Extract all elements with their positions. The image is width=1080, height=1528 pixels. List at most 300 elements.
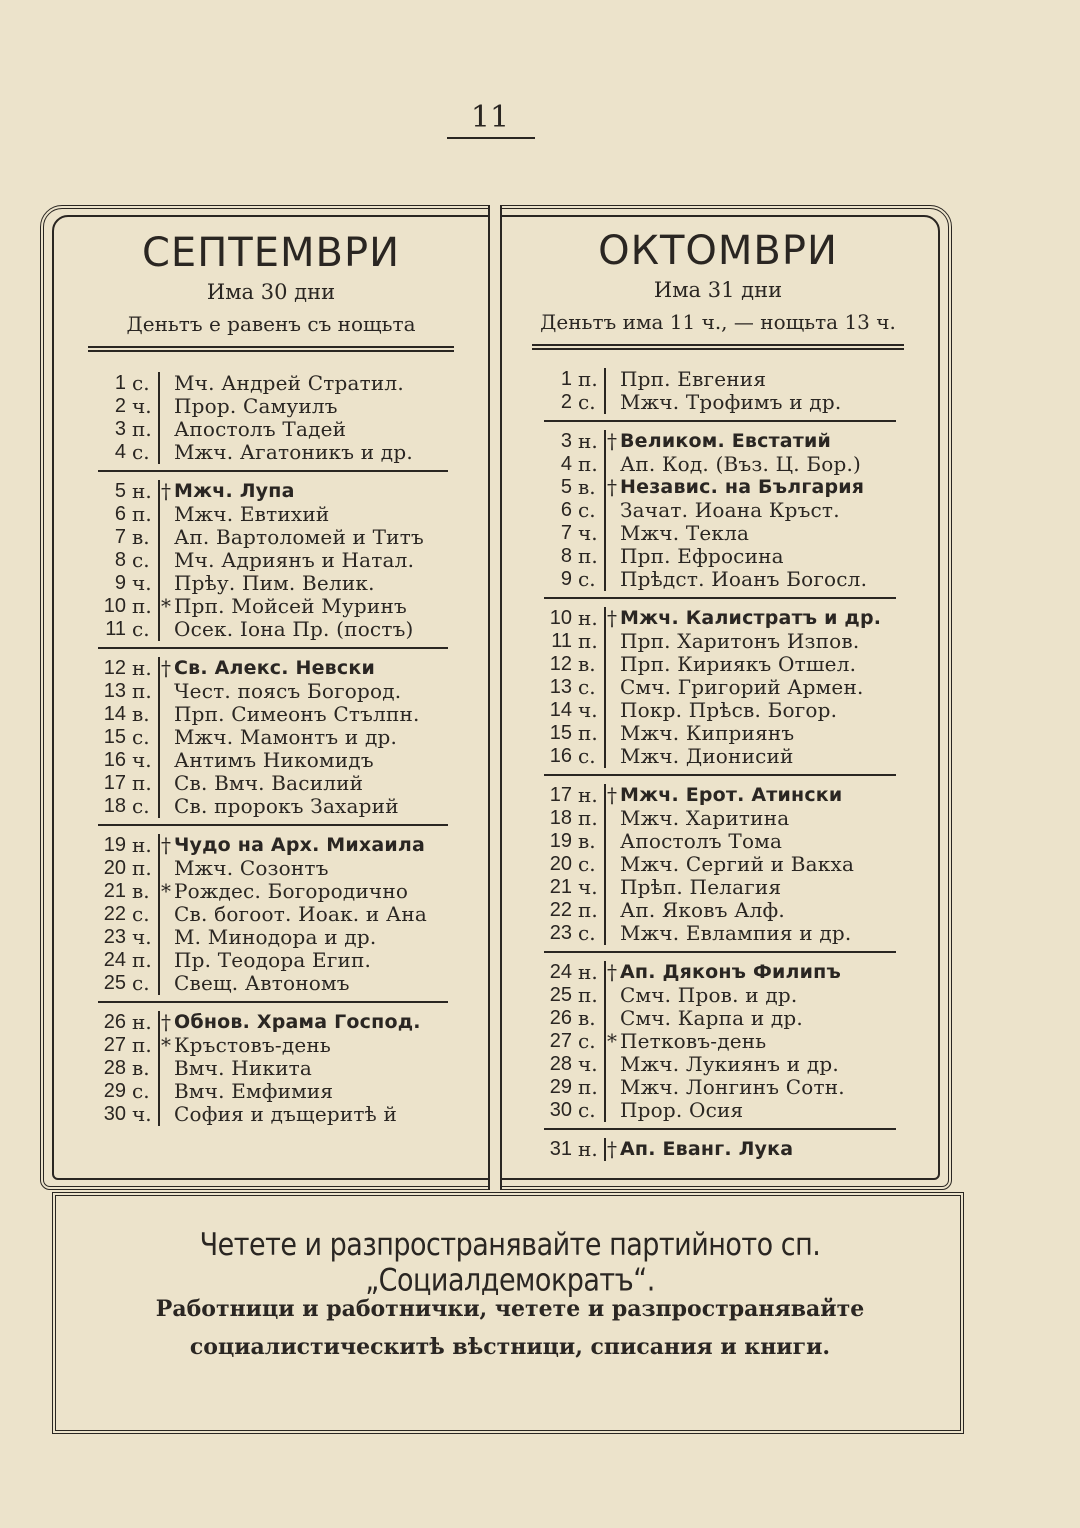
day-number: 11 (105, 618, 126, 640)
day-row (98, 441, 448, 464)
feast-mark (606, 1076, 618, 1099)
day-number: 15 (103, 726, 126, 748)
day-row (98, 480, 448, 503)
day-row (544, 722, 896, 745)
day-number: 2 (560, 391, 572, 413)
day-row (544, 676, 896, 699)
saint-name: Св. пророкъ Захарий (174, 794, 399, 818)
day-row (544, 453, 896, 476)
september-header-rule (88, 346, 454, 352)
weekday: с. (128, 372, 160, 395)
day-row (98, 857, 448, 880)
day-row (98, 1057, 448, 1080)
saint-name: Независ. на България (620, 476, 865, 498)
weekday: п. (574, 722, 606, 745)
saint-name: Прѣдст. Иоанъ Богосл. (620, 567, 868, 591)
feast-mark (160, 903, 172, 926)
day-number: 16 (103, 749, 126, 771)
day-row (544, 630, 896, 653)
saint-name: Мжч. Лупа (174, 480, 295, 502)
saint-name: Покр. Прѣсв. Богор. (620, 698, 838, 722)
saint-name: Мжч. Мамонтъ и др. (174, 725, 398, 749)
day-row (544, 1099, 896, 1122)
saint-name: Прѣп. Пелагия (620, 875, 782, 899)
day-number: 18 (549, 807, 572, 829)
saint-name: Прп. Мойсей Муринъ (174, 594, 407, 618)
feast-mark (606, 1007, 618, 1030)
feast-mark: † (161, 1010, 171, 1034)
day-row (98, 1034, 448, 1057)
october-days-list (544, 368, 896, 1161)
day-row (544, 368, 896, 391)
week-block (544, 1138, 896, 1161)
day-row (98, 834, 448, 857)
day-row (98, 903, 448, 926)
day-row (544, 899, 896, 922)
day-number: 9 (114, 572, 126, 594)
day-row (98, 926, 448, 949)
day-number: 13 (103, 680, 126, 702)
day-number: 2 (114, 395, 126, 417)
weekday: ч. (574, 522, 606, 545)
day-row (544, 391, 896, 414)
feast-mark (606, 391, 618, 414)
day-row (544, 853, 896, 876)
weekday: п. (574, 368, 606, 391)
weekday: н. (128, 834, 160, 857)
feast-mark (160, 1057, 172, 1080)
feast-mark (606, 368, 618, 391)
feast-mark (606, 630, 618, 653)
day-row (98, 372, 448, 395)
week-separator (98, 647, 448, 649)
day-row (544, 1007, 896, 1030)
feast-mark: * (161, 879, 171, 903)
feast-mark: † (161, 479, 171, 503)
weekday: п. (128, 418, 160, 441)
feast-mark: * (161, 594, 171, 618)
weekday: в. (128, 1057, 160, 1080)
feast-mark: † (607, 1137, 617, 1161)
weekday: п. (128, 1034, 160, 1057)
saint-name: Ап. Вартоломей и Титъ (174, 525, 424, 549)
feast-mark: † (161, 833, 171, 857)
saint-name: Апостолъ Тадей (174, 417, 347, 441)
day-number: 20 (549, 853, 572, 875)
saint-name: Прп. Кириякъ Отшел. (620, 652, 857, 676)
saint-name: Вмч. Никита (174, 1056, 312, 1080)
day-row (98, 595, 448, 618)
saint-name: Св. богоот. Иоак. и Ана (174, 902, 428, 926)
feast-mark: * (161, 1033, 171, 1057)
advertisement-headline: Четете и разпространявайте партийното сп. „Социалдемократъ“. (199, 1227, 821, 1299)
feast-mark (606, 722, 618, 745)
saint-name: Мжч. Дионисий (620, 744, 794, 768)
day-row (544, 922, 896, 945)
saint-name: Мч. Адриянъ и Натал. (174, 548, 415, 572)
day-number: 26 (103, 1011, 126, 1033)
day-number: 24 (549, 961, 572, 983)
day-number: 10 (549, 607, 572, 629)
day-number: 6 (114, 503, 126, 525)
day-row (98, 618, 448, 641)
weekday: с. (128, 903, 160, 926)
weekday: в. (574, 1007, 606, 1030)
weekday: с. (574, 922, 606, 945)
day-row (544, 961, 896, 984)
day-row (98, 657, 448, 680)
saint-name: Ап. Яковъ Алф. (620, 898, 785, 922)
advertisement-line-1: Работници и работнички, четете и разпространявайте (155, 1296, 865, 1322)
weekday: п. (574, 899, 606, 922)
feast-mark (160, 618, 172, 641)
saint-name: Прп. Евгения (620, 367, 767, 391)
day-row (544, 807, 896, 830)
day-number: 17 (103, 772, 126, 794)
day-row (98, 526, 448, 549)
feast-mark (606, 745, 618, 768)
feast-mark (160, 372, 172, 395)
day-number: 3 (114, 418, 126, 440)
saint-name: Мжч. Ерот. Атински (620, 784, 843, 806)
day-number: 21 (549, 876, 572, 898)
feast-mark (606, 853, 618, 876)
saint-name: Чест. поясъ Богород. (174, 679, 402, 703)
feast-mark: * (607, 1029, 617, 1053)
day-row (98, 726, 448, 749)
day-row (98, 503, 448, 526)
page-number-underline (447, 137, 535, 139)
feast-mark (160, 549, 172, 572)
week-separator (98, 470, 448, 472)
day-number: 12 (103, 657, 126, 679)
column-divider (488, 205, 502, 1190)
saint-name: Прор. Самуилъ (174, 394, 338, 418)
day-row (98, 749, 448, 772)
day-number: 29 (103, 1080, 126, 1102)
day-number: 8 (560, 545, 572, 567)
day-row (98, 680, 448, 703)
feast-mark (606, 876, 618, 899)
feast-mark: † (607, 960, 617, 984)
day-row (544, 1030, 896, 1053)
weekday: с. (574, 499, 606, 522)
day-number: 13 (549, 676, 572, 698)
feast-mark (606, 568, 618, 591)
day-number: 17 (549, 784, 572, 806)
feast-mark (160, 503, 172, 526)
day-row (544, 1076, 896, 1099)
weekday: в. (128, 526, 160, 549)
saint-name: София и дъщеритѣ й (174, 1102, 398, 1126)
weekday: ч. (128, 395, 160, 418)
feast-mark (160, 726, 172, 749)
day-row (98, 880, 448, 903)
weekday: н. (574, 1138, 606, 1161)
saint-name: Вмч. Емфимия (174, 1079, 334, 1103)
feast-mark (606, 807, 618, 830)
day-number: 19 (549, 830, 572, 852)
day-number: 20 (103, 857, 126, 879)
week-block (98, 657, 448, 818)
day-number: 25 (549, 984, 572, 1006)
feast-mark (606, 653, 618, 676)
october-header-rule (532, 344, 904, 350)
saint-name: Великом. Евстатий (620, 430, 832, 452)
week-block (544, 961, 896, 1122)
weekday: п. (574, 630, 606, 653)
day-number: 28 (549, 1053, 572, 1075)
feast-mark (606, 830, 618, 853)
day-number: 21 (103, 880, 126, 902)
saint-name: Петковъ-день (620, 1029, 767, 1053)
day-number: 6 (560, 499, 572, 521)
saint-name: Смч. Пров. и др. (620, 983, 798, 1007)
day-number: 8 (114, 549, 126, 571)
weekday: н. (128, 480, 160, 503)
saint-name: Мжч. Трофимъ и др. (620, 390, 842, 414)
saint-name: Мжч. Сергий и Вакха (620, 852, 855, 876)
day-number: 7 (560, 522, 572, 544)
saint-name: Мжч. Евлампия и др. (620, 921, 852, 945)
day-row (544, 1138, 896, 1161)
weekday: н. (128, 1011, 160, 1034)
day-number: 29 (549, 1076, 572, 1098)
weekday: ч. (128, 926, 160, 949)
day-number: 1 (114, 372, 126, 394)
weekday: с. (574, 391, 606, 414)
day-number: 7 (114, 526, 126, 548)
saint-name: Мжч. Калистратъ и др. (620, 607, 882, 629)
saint-name: Мжч. Харитина (620, 806, 790, 830)
day-row (544, 499, 896, 522)
feast-mark (160, 1080, 172, 1103)
saint-name: Мжч. Евтихий (174, 502, 330, 526)
feast-mark (606, 453, 618, 476)
feast-mark (606, 699, 618, 722)
weekday: с. (128, 1080, 160, 1103)
weekday: с. (128, 972, 160, 995)
weekday: с. (574, 568, 606, 591)
week-block (544, 430, 896, 591)
day-row (544, 699, 896, 722)
day-number: 11 (551, 630, 572, 652)
weekday: п. (128, 949, 160, 972)
feast-mark (606, 1099, 618, 1122)
feast-mark (160, 395, 172, 418)
day-row (544, 984, 896, 1007)
feast-mark (606, 499, 618, 522)
day-row (98, 1103, 448, 1126)
weekday: в. (128, 880, 160, 903)
saint-name: Мжч. Агатоникъ и др. (174, 440, 413, 464)
week-separator (544, 420, 896, 422)
week-separator (98, 1001, 448, 1003)
september-days-list (98, 372, 448, 1126)
day-row (544, 430, 896, 453)
saint-name: Чудо на Арх. Михаила (174, 834, 426, 856)
day-number: 31 (549, 1138, 572, 1160)
feast-mark (160, 772, 172, 795)
saint-name: Апостолъ Тома (620, 829, 783, 853)
day-number: 5 (114, 480, 126, 502)
weekday: ч. (128, 1103, 160, 1126)
weekday: ч. (574, 876, 606, 899)
week-block (98, 480, 448, 641)
saint-name: Прп. Симеонъ Стълпн. (174, 702, 420, 726)
feast-mark (160, 680, 172, 703)
day-row (98, 549, 448, 572)
saint-name: Мжч. Лонгинъ Сотн. (620, 1075, 845, 1099)
weekday: с. (574, 676, 606, 699)
weekday: с. (574, 1030, 606, 1053)
day-number: 24 (103, 949, 126, 971)
september-days-count: Има 30 дни (206, 280, 336, 304)
weekday: п. (128, 680, 160, 703)
weekday: с. (128, 618, 160, 641)
day-number: 3 (560, 430, 572, 452)
saint-name: Мжч. Текла (620, 521, 750, 545)
october-daylight: Деньтъ има 11 ч., — нощьта 13 ч. (540, 310, 896, 334)
feast-mark (160, 441, 172, 464)
weekday: п. (128, 503, 160, 526)
day-number: 23 (549, 922, 572, 944)
weekday: п. (574, 453, 606, 476)
day-row (544, 476, 896, 499)
saint-name: Обнов. Храма Господ. (174, 1011, 421, 1033)
week-block (98, 834, 448, 995)
weekday: с. (128, 441, 160, 464)
day-row (98, 395, 448, 418)
weekday: с. (574, 1099, 606, 1122)
day-number: 28 (103, 1057, 126, 1079)
feast-mark: † (607, 783, 617, 807)
weekday: в. (574, 830, 606, 853)
day-row (98, 972, 448, 995)
feast-mark (160, 418, 172, 441)
weekday: н. (128, 657, 160, 680)
day-row (544, 607, 896, 630)
day-row (98, 949, 448, 972)
day-row (544, 876, 896, 899)
saint-name: Смч. Карпа и др. (620, 1006, 803, 1030)
day-number: 9 (560, 568, 572, 590)
day-row (544, 568, 896, 591)
day-row (544, 545, 896, 568)
day-row (98, 1011, 448, 1034)
feast-mark (606, 522, 618, 545)
saint-name: Св. Вмч. Василий (174, 771, 364, 795)
saint-name: Мжч. Киприянъ (620, 721, 795, 745)
saint-name: Мжч. Созонтъ (174, 856, 329, 880)
weekday: п. (574, 545, 606, 568)
week-block (544, 607, 896, 768)
feast-mark (606, 984, 618, 1007)
october-title: ОКТОМВРИ (598, 228, 838, 274)
weekday: п. (574, 1076, 606, 1099)
saint-name: Св. Алекс. Невски (174, 657, 375, 679)
week-block (98, 372, 448, 464)
september-title: СЕПТЕМВРИ (142, 230, 400, 276)
weekday: в. (574, 653, 606, 676)
feast-mark (160, 749, 172, 772)
day-number: 4 (114, 441, 126, 463)
feast-mark (606, 1053, 618, 1076)
feast-mark: † (607, 475, 617, 499)
feast-mark (606, 922, 618, 945)
day-number: 15 (549, 722, 572, 744)
day-row (98, 572, 448, 595)
weekday: с. (128, 795, 160, 818)
day-number: 27 (549, 1030, 572, 1052)
day-number: 25 (103, 972, 126, 994)
weekday: п. (128, 772, 160, 795)
october-days-count: Има 31 дни (653, 278, 783, 302)
weekday: н. (574, 784, 606, 807)
day-number: 22 (549, 899, 572, 921)
october-header (532, 228, 904, 350)
saint-name: Прор. Осия (620, 1098, 744, 1122)
day-number: 16 (549, 745, 572, 767)
weekday: п. (128, 595, 160, 618)
day-number: 12 (549, 653, 572, 675)
feast-mark: † (607, 606, 617, 630)
day-number: 5 (560, 476, 572, 498)
day-number: 26 (549, 1007, 572, 1029)
weekday: ч. (574, 699, 606, 722)
week-separator (544, 951, 896, 953)
day-number: 4 (560, 453, 572, 475)
saint-name: Рождес. Богородично (174, 879, 409, 903)
day-row (544, 1053, 896, 1076)
day-row (98, 795, 448, 818)
week-block (98, 1011, 448, 1126)
saint-name: Ап. Код. (Въз. Ц. Бор.) (620, 452, 862, 476)
weekday: ч. (128, 749, 160, 772)
week-block (544, 368, 896, 414)
day-number: 27 (103, 1034, 126, 1056)
weekday: с. (128, 726, 160, 749)
page-number: 11 (470, 100, 510, 135)
feast-mark (160, 703, 172, 726)
weekday: ч. (128, 572, 160, 595)
day-number: 10 (103, 595, 126, 617)
saint-name: Пр. Теодора Егип. (174, 948, 372, 972)
day-number: 18 (103, 795, 126, 817)
week-separator (544, 774, 896, 776)
weekday: н. (574, 430, 606, 453)
day-number: 30 (103, 1103, 126, 1125)
day-row (98, 1080, 448, 1103)
day-number: 19 (103, 834, 126, 856)
feast-mark (160, 1103, 172, 1126)
feast-mark (606, 545, 618, 568)
day-row (544, 522, 896, 545)
day-number: 23 (103, 926, 126, 948)
day-number: 14 (103, 703, 126, 725)
day-row (98, 703, 448, 726)
day-number: 22 (103, 903, 126, 925)
weekday: в. (574, 476, 606, 499)
feast-mark (160, 926, 172, 949)
saint-name: Прп. Харитонъ Изпов. (620, 629, 860, 653)
week-separator (544, 1128, 896, 1130)
feast-mark: † (161, 656, 171, 680)
weekday: с. (128, 549, 160, 572)
saint-name: Мжч. Лукиянъ и др. (620, 1052, 839, 1076)
weekday: н. (574, 607, 606, 630)
day-row (544, 745, 896, 768)
